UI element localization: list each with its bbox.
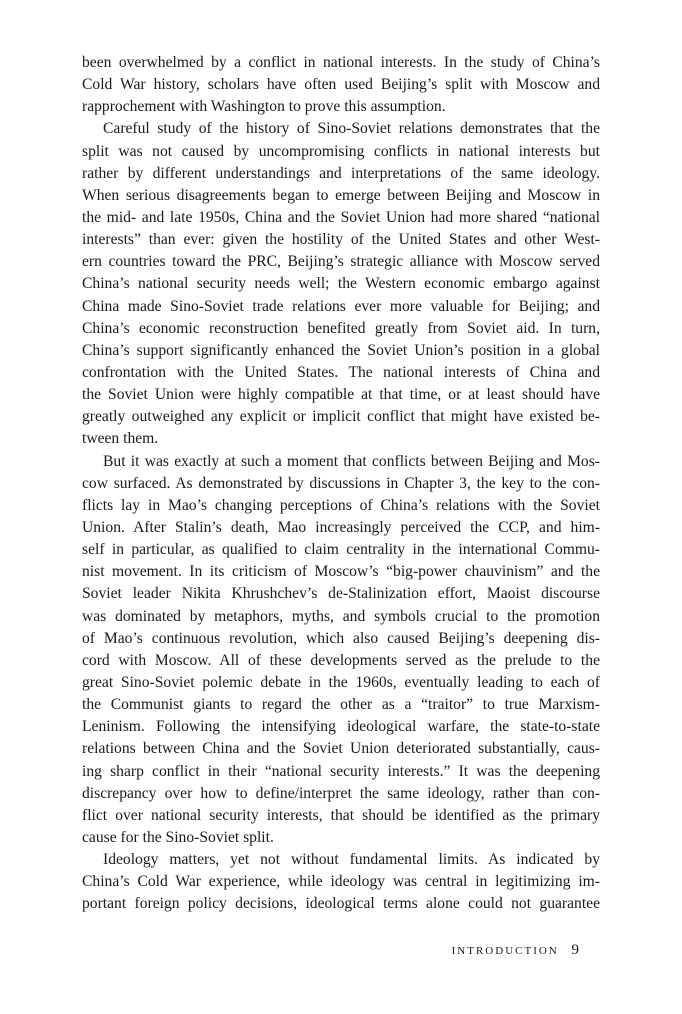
text-line: portant foreign policy decisions, ideological terms alone could not guarantee — [82, 895, 600, 913]
text-line: been overwhelmed by a conflict in national interests. In the study of China’s — [82, 54, 600, 71]
page-footer — [452, 940, 580, 961]
text-line: Careful study of the history of Sino-Soviet relations demonstrates that the — [103, 120, 600, 138]
text-line: Leninism. Following the intensifying ideological warfare, the state-to-state — [82, 718, 600, 736]
text-line: the Soviet Union were highly compatible at that time, or at least should have — [82, 386, 600, 404]
text-line: confrontation with the United States. The national interests of China and — [82, 363, 600, 381]
text-line: China’s economic reconstruction benefited greatly from Soviet aid. In turn, — [82, 319, 600, 337]
text-line: relations between China and the Soviet Union deteriorated substantially, caus- — [82, 740, 600, 758]
page-number: 9 — [571, 942, 580, 958]
text-line: of Mao’s continuous revolution, which also caused Beijing’s deepening dis- — [82, 629, 600, 647]
text-line: self in particular, as qualified to claim centrality in the international Commu- — [82, 541, 600, 559]
text-line: was dominated by metaphors, myths, and symbols crucial to the promotion — [82, 607, 600, 625]
text-line: Ideology matters, yet not without fundamental limits. As indicated by — [103, 851, 600, 869]
text-line: China’s national security needs well; the Western economic embargo against — [82, 275, 600, 293]
text-line: flict over national security interests, that should be identified as the primary — [82, 806, 600, 824]
text-line: rapprochement with Washington to prove this assumption. — [82, 98, 446, 116]
text-line: greatly outweighed any explicit or implicit conflict that might have existed be- — [82, 408, 600, 426]
text-line: But it was exactly at such a moment that conflicts between Beijing and Mos- — [103, 452, 600, 470]
text-line: cause for the Sino-Soviet split. — [82, 828, 274, 846]
text-line: discrepancy over how to define/interpret the same ideology, rather than con- — [82, 784, 600, 802]
text-line: split was not caused by uncompromising conflicts in national interests but — [82, 142, 600, 160]
text-line: cord with Moscow. All of these developments served as the prelude to the — [82, 651, 600, 669]
text-line: interests” than ever: given the hostility of the United States and other West- — [82, 231, 600, 249]
page-body — [82, 52, 600, 915]
text-line: When serious disagreements began to emerge between Beijing and Moscow in — [82, 186, 600, 204]
text-line: tween them. — [82, 430, 159, 448]
running-head: INTRODUCTION — [451, 945, 559, 957]
text-line: ing sharp conflict in their “national security interests.” It was the deepening — [82, 762, 600, 780]
text-line: the mid- and late 1950s, China and the Soviet Union had more shared “national — [82, 208, 600, 226]
text-line: ern countries toward the PRC, Beijing’s strategic alliance with Moscow served — [82, 253, 600, 271]
text-line: Union. After Stalin’s death, Mao increasingly perceived the CCP, and him- — [82, 518, 600, 536]
text-line: great Sino-Soviet polemic debate in the 1960s, eventually leading to each of — [82, 673, 600, 691]
text-line: China’s Cold War experience, while ideology was central in legitimizing im- — [82, 873, 600, 891]
text-line: nist movement. In its criticism of Moscow’s “big-power chauvinism” and the — [82, 563, 600, 581]
text-line: Cold War history, scholars have often used Beijing’s split with Moscow and — [82, 76, 600, 94]
text-line: the Communist giants to regard the other as a “traitor” to true Marxism- — [82, 696, 600, 714]
text-line: flicts lay in Mao’s changing perceptions of China’s relations with the Soviet — [82, 496, 600, 514]
text-line: cow surfaced. As demonstrated by discussions in Chapter 3, the key to the con- — [82, 474, 600, 492]
text-line: China made Sino-Soviet trade relations ever more valuable for Beijing; and — [82, 297, 600, 315]
text-line: rather by different understandings and interpretations of the same ideology. — [82, 164, 600, 182]
text-line: Soviet leader Nikita Khrushchev’s de-Stalinization effort, Maoist discourse — [82, 585, 600, 603]
text-line: China’s support significantly enhanced the Soviet Union’s position in a global — [82, 341, 600, 359]
